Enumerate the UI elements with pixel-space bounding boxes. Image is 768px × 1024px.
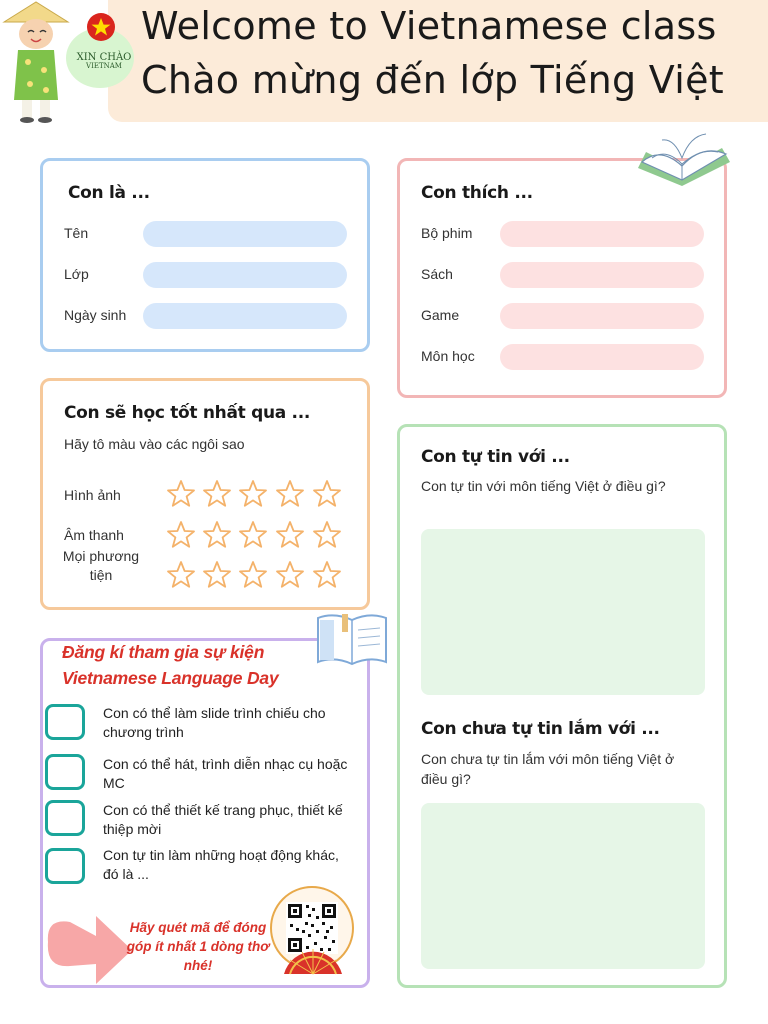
- star-icon-all-media-2[interactable]: [201, 559, 233, 591]
- badge-line-2: VIETNAM: [86, 62, 122, 70]
- subject-label: Môn học: [421, 348, 475, 364]
- likes-card: [397, 158, 727, 398]
- learning-style-heading: Con sẽ học tốt nhất qua ...: [64, 403, 311, 423]
- star-icon-audio-3[interactable]: [237, 519, 269, 551]
- game-label: Game: [421, 307, 460, 323]
- birthday-field[interactable]: [143, 303, 347, 329]
- star-icon-audio-5[interactable]: [311, 519, 343, 551]
- option-perform-text: Con có thể hát, trình diễn nhạc cụ hoặc MC: [103, 756, 348, 791]
- star-icon-all-media-3[interactable]: [237, 559, 269, 591]
- all-media-label: Mọi phương tiện: [62, 548, 140, 583]
- vietnam-flag-icon: [86, 12, 116, 42]
- title-english: Welcome to Vietnamese class: [141, 4, 717, 48]
- name-field[interactable]: [143, 221, 347, 247]
- hand-fan-icon: [280, 944, 346, 978]
- birthday-label: Ngày sinh: [64, 307, 127, 323]
- movie-field[interactable]: [500, 221, 704, 247]
- about-me-card: [40, 158, 370, 352]
- confidence-card: [397, 424, 727, 988]
- confident-answer-box[interactable]: [421, 529, 705, 695]
- notebook-icon: [312, 610, 392, 670]
- star-icon-audio-4[interactable]: [274, 519, 306, 551]
- game-field[interactable]: [500, 303, 704, 329]
- mascot-illustration: [0, 0, 72, 126]
- not-confident-answer-box[interactable]: [421, 803, 705, 969]
- subject-field[interactable]: [500, 344, 704, 370]
- option-slides-checkbox[interactable]: [45, 704, 85, 740]
- star-icon-all-media-5[interactable]: [311, 559, 343, 591]
- star-icon-audio-1[interactable]: [165, 519, 197, 551]
- arrow-right-icon: [44, 912, 134, 988]
- scan-prompt: Hãy quét mã để đóng góp ít nhất 1 dòng thơ nhé!: [126, 920, 270, 973]
- star-icon-all-media-1[interactable]: [165, 559, 197, 591]
- option-other-checkbox[interactable]: [45, 848, 85, 884]
- book-field[interactable]: [500, 262, 704, 288]
- class-label: Lớp: [64, 266, 89, 282]
- book-label: Sách: [421, 266, 453, 282]
- visual-label: Hình ảnh: [64, 487, 121, 503]
- name-label: Tên: [64, 225, 89, 241]
- xin-chao-badge: [74, 52, 134, 71]
- learning-style-card: [40, 378, 370, 610]
- audio-label: Âm thanh: [64, 527, 124, 543]
- event-title-line-2: Vietnamese Language Day: [62, 668, 279, 688]
- confident-question: Con tự tin với môn tiếng Việt ở điều gì?: [421, 478, 666, 494]
- movie-label: Bộ phim: [421, 225, 473, 241]
- star-icon-visual-3[interactable]: [237, 478, 269, 510]
- event-title-line-1: Đăng kí tham gia sự kiện: [62, 642, 265, 662]
- not-confident-heading: Con chưa tự tin lắm với ...: [421, 719, 660, 739]
- star-icon-all-media-4[interactable]: [274, 559, 306, 591]
- star-icon-visual-5[interactable]: [311, 478, 343, 510]
- option-slides-text: Con có thể làm slide trình chiếu cho chương trình: [103, 705, 326, 740]
- star-icon-visual-1[interactable]: [165, 478, 197, 510]
- confident-heading: Con tự tin với ...: [421, 447, 570, 467]
- option-design-checkbox[interactable]: [45, 800, 85, 836]
- option-perform-checkbox[interactable]: [45, 754, 85, 790]
- open-book-icon: [632, 128, 736, 194]
- option-other-text: Con tự tin làm những hoạt động khác, đó là ...: [103, 847, 339, 882]
- title-vietnamese: Chào mừng đến lớp Tiếng Việt: [141, 58, 724, 102]
- option-design-text: Con có thể thiết kế trang phục, thiết kế thiệp mời: [103, 802, 343, 837]
- star-icon-visual-4[interactable]: [274, 478, 306, 510]
- class-field[interactable]: [143, 262, 347, 288]
- star-icon-audio-2[interactable]: [201, 519, 233, 551]
- about-me-heading: Con là ...: [68, 183, 150, 203]
- star-instruction: Hãy tô màu vào các ngôi sao: [64, 436, 245, 452]
- badge-line-1: XIN CHÀO: [76, 52, 132, 63]
- not-confident-question: Con chưa tự tin lắm với môn tiếng Việt ở điều gì?: [421, 751, 675, 787]
- likes-heading: Con thích ...: [421, 183, 533, 203]
- star-icon-visual-2[interactable]: [201, 478, 233, 510]
